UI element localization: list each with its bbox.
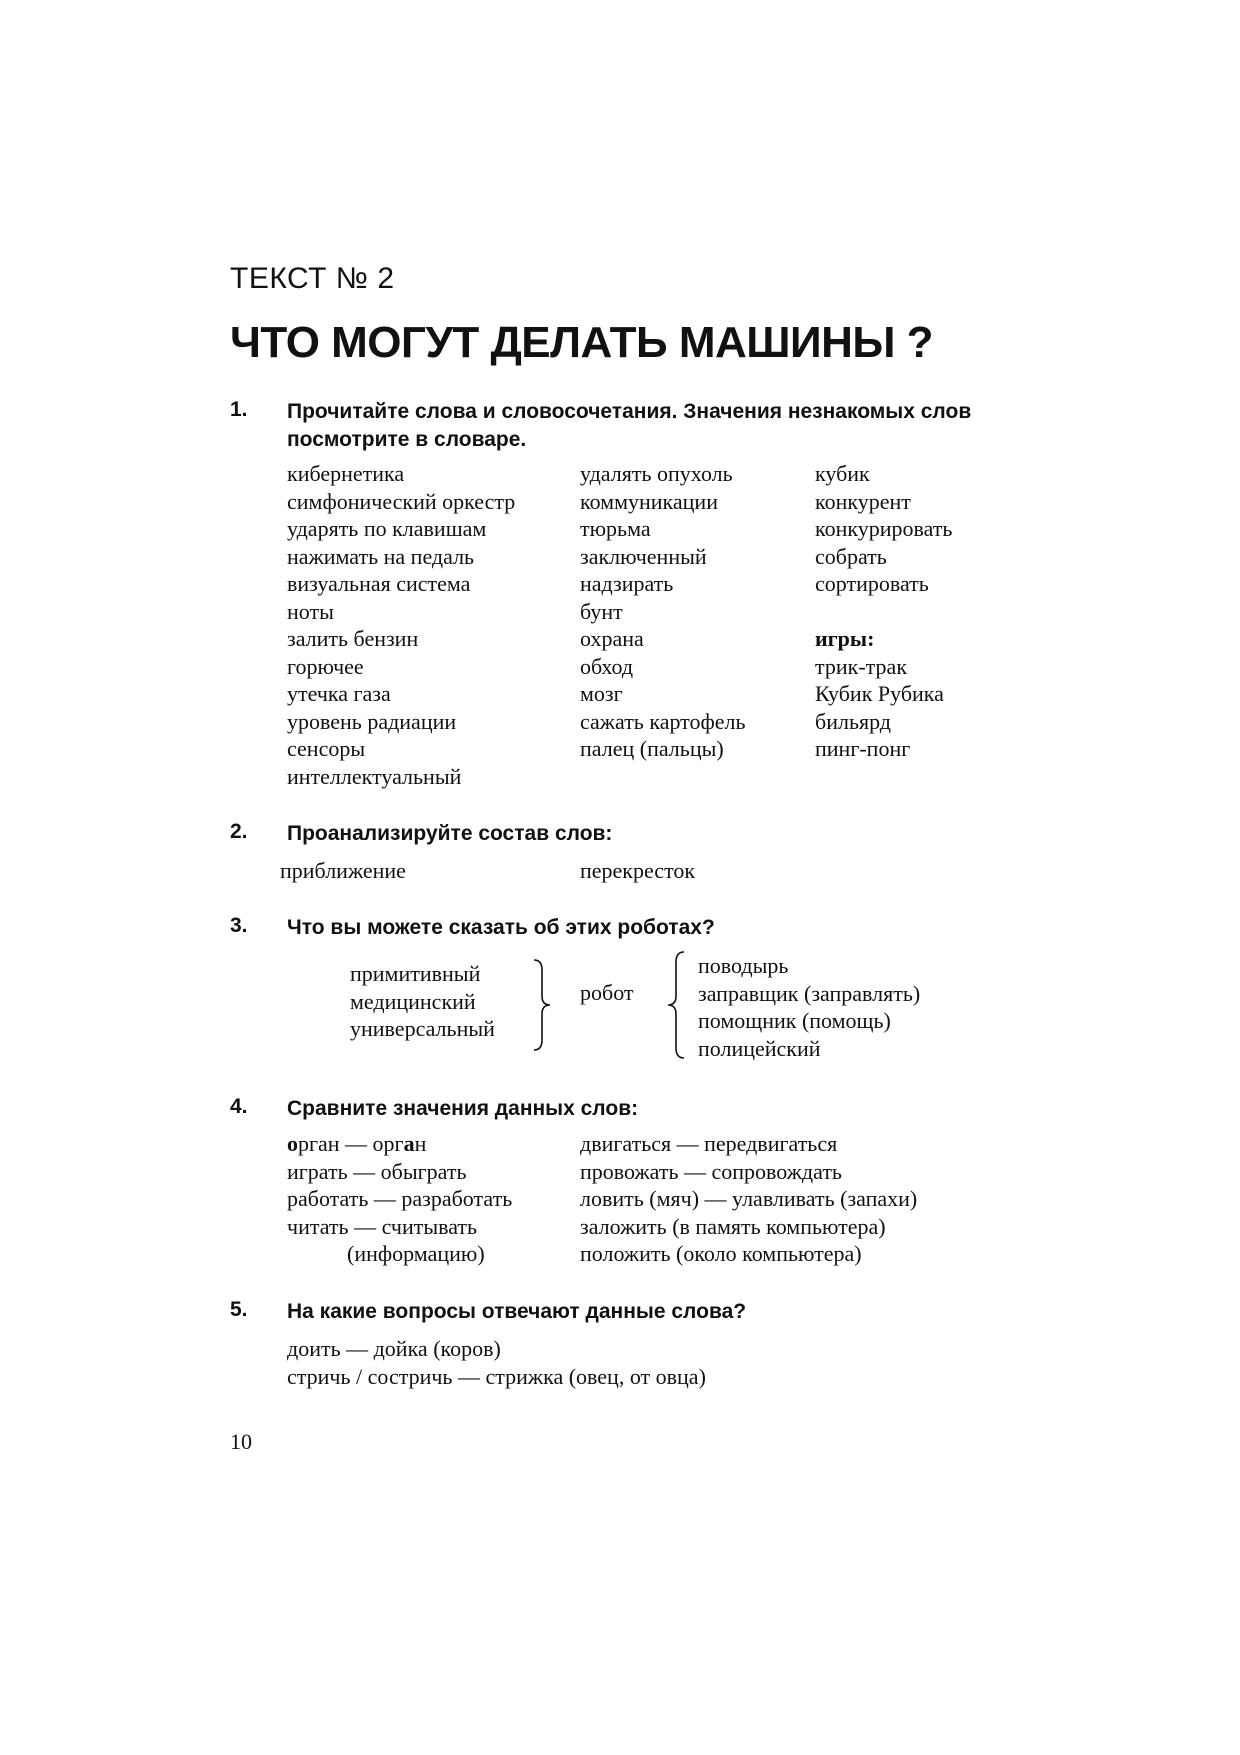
page-number: 10: [230, 1429, 252, 1454]
word-item: полицейский: [698, 1035, 821, 1061]
word-pair-organ: [287, 1130, 512, 1158]
word-item: кубик: [815, 461, 870, 486]
games-heading: игры:: [815, 626, 875, 651]
task-5-instruction: На какие вопросы отвечают данные слова?: [287, 1300, 747, 1323]
word-item: уровень радиации: [287, 708, 457, 734]
task-1-number: 1.: [230, 398, 248, 421]
word-item: помощник (помощь): [698, 1008, 891, 1033]
right-curly-brace: [532, 958, 554, 1052]
word-item: коммуникации: [580, 488, 718, 514]
word-item: утечка газа: [287, 681, 391, 706]
word-item: удалять опухоль: [580, 461, 733, 486]
word-pair: положить (около компьютера): [580, 1241, 862, 1266]
word-fragment: н: [414, 1131, 427, 1156]
task-3-instruction: Что вы можете сказать об этих роботах?: [287, 916, 715, 939]
word-item: симфонический оркестр: [287, 488, 516, 514]
word-line: доить — дойка (коров): [287, 1336, 501, 1361]
word-item: пинг-понг: [815, 736, 911, 761]
word-item: залить бензин: [287, 626, 419, 651]
word-item: приближение: [280, 858, 406, 883]
task-1-column-1: [287, 460, 515, 790]
word-item: ноты: [287, 598, 334, 624]
word-line: стричь / состричь — стрижка (овец, от овца): [287, 1363, 706, 1389]
word-item: интеллектуальный: [287, 763, 462, 789]
word-item: ударять по клавишам: [287, 516, 487, 541]
stress-letter: о: [287, 1131, 298, 1156]
stress-letter: а: [403, 1131, 415, 1156]
word-item: конкурент: [815, 488, 911, 514]
robot-adjectives: [350, 960, 495, 1043]
robot-types: [698, 952, 920, 1062]
word-item: нажимать на педаль: [287, 543, 475, 569]
word-item: тюрьма: [580, 516, 651, 541]
word-pair: читать — считывать: [287, 1213, 478, 1239]
word-pair: ловить (мяч) — улавливать (запахи): [580, 1186, 918, 1211]
task-5-number: 5.: [230, 1298, 248, 1321]
word-item: сажать картофель: [580, 708, 746, 734]
task-2-instruction: Проанализируйте состав слов:: [287, 822, 613, 845]
word-item: сортировать: [815, 571, 929, 596]
word-item: надзирать: [580, 571, 674, 596]
word-item: трик-трак: [815, 653, 908, 679]
task-4-left-column: [287, 1130, 512, 1268]
word-pair: провожать — сопровождать: [580, 1158, 842, 1184]
word-item: визуальная система: [287, 571, 471, 596]
word-item: горючее: [287, 653, 364, 679]
page-title: ЧТО МОГУТ ДЕЛАТЬ МАШИНЫ ?: [230, 318, 934, 367]
task-5-lines: [287, 1335, 706, 1390]
word-item: мозг: [580, 681, 623, 706]
word-item: бунт: [580, 598, 623, 624]
word-item: Кубик Рубика: [815, 681, 944, 706]
word-fragment: рган — орг: [298, 1131, 404, 1156]
word-item: охрана: [580, 626, 644, 651]
word-pair: двигаться — передвигаться: [580, 1131, 838, 1156]
task-1-column-3: [815, 460, 952, 763]
robot-word: робот: [580, 980, 634, 1005]
word-item: медицинский: [350, 988, 476, 1014]
task-4-instruction: Сравните значения данных слов:: [287, 1097, 639, 1120]
text-number-label: ТЕКСТ № 2: [230, 262, 395, 295]
task-4-number: 4.: [230, 1095, 248, 1118]
task-2-number: 2.: [230, 820, 248, 843]
word-pair: играть — обыграть: [287, 1158, 467, 1184]
word-item: палец (пальцы): [580, 736, 724, 761]
task-1-instruction: Прочитайте слова и словосочетания. Значения незнакомых слов посмотрите в словаре.: [287, 400, 972, 451]
word-item: обход: [580, 653, 634, 679]
word-pair: работать — разработать: [287, 1186, 513, 1211]
word-pair-note: (информацию): [347, 1241, 485, 1266]
word-item: примитивный: [350, 961, 481, 986]
task-3-number: 3.: [230, 914, 248, 937]
left-curly-brace: [664, 950, 686, 1060]
word-item: собрать: [815, 543, 887, 569]
task-4-right-column: [580, 1130, 917, 1268]
word-item: бильярд: [815, 708, 892, 734]
word-item: универсальный: [350, 1016, 495, 1041]
word-item: конкурировать: [815, 516, 953, 541]
word-pair: заложить (в память компьютера): [580, 1213, 886, 1239]
word-item: кибернетика: [287, 461, 405, 486]
word-item: заправщик (заправлять): [698, 980, 921, 1006]
word-item: поводырь: [698, 953, 789, 978]
word-item: заключенный: [580, 543, 707, 569]
task-1-column-2: [580, 460, 746, 763]
word-item: сенсоры: [287, 736, 366, 761]
word-item: перекресток: [580, 858, 696, 883]
